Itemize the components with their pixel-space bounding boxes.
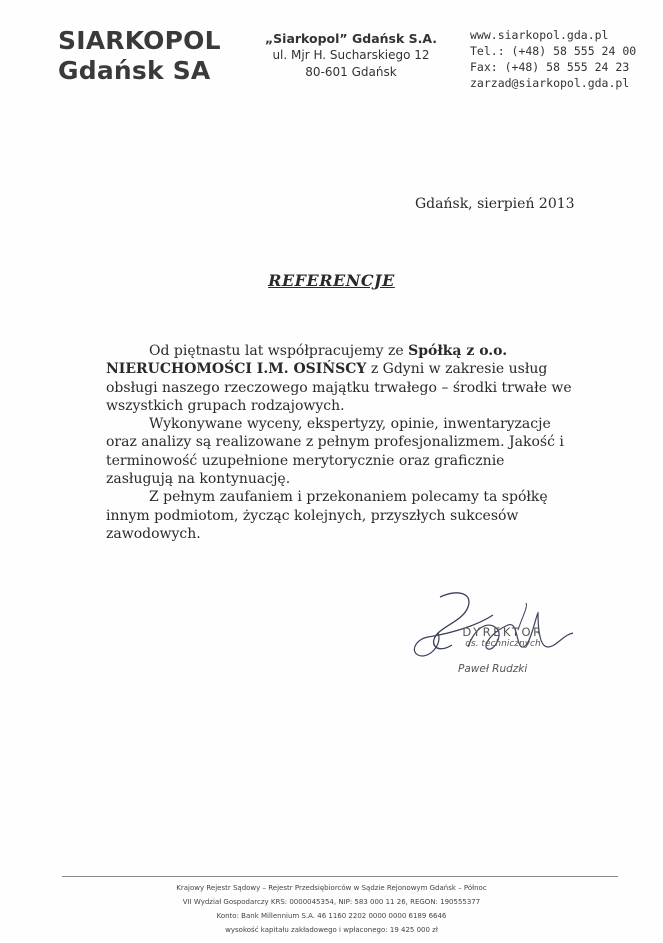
footer-line-2: VII Wydział Gospodarczy KRS: 0000045354, NIP: 583 000 11 26, REGON: 190555377 — [182, 898, 481, 906]
signature-role: DYREKTOR — [462, 625, 544, 639]
letter-title: REFERENCJE — [268, 271, 395, 290]
logo-line-1: SIARKOPOL — [58, 26, 221, 55]
paragraph-3: Z pełnym zaufaniem i przekonaniem polecamy ta spółkę innym podmiotom, życząc kolejnych, przyszłych sukcesów zawodowych. — [106, 489, 548, 542]
footer-line-3: Konto: Bank Millennium S.A. 46 1160 2202 0000 0000 6189 6646 — [216, 912, 447, 920]
paragraph-1-bold: Spółką z o.o. NIERUCHOMOŚCI I.M. OSIŃSCY — [106, 343, 508, 378]
street-address: ul. Mjr H. Sucharskiego 12 — [272, 48, 430, 62]
contact-block — [470, 27, 636, 91]
fax: Fax: (+48) 58 555 24 23 — [470, 60, 630, 74]
footer — [0, 881, 663, 937]
city-address: 80-601 Gdańsk — [305, 65, 397, 79]
email: zarzad@siarkopol.gda.pl — [470, 76, 630, 90]
logo-line-2: Gdańsk SA — [58, 56, 211, 85]
signature-stamp — [448, 625, 558, 650]
paragraph-1-text-a: Od piętnastu lat współpracujemy ze — [149, 343, 409, 359]
signature-name: Paweł Rudzki — [458, 663, 528, 675]
paragraph-1-text-b: z Gdyni w zakresie usług obsługi naszego rzeczowego majątku trwałego – środki trwałe we wszystkich grupach rodzajowych. — [106, 361, 572, 414]
footer-divider — [62, 876, 618, 877]
company-address — [258, 30, 444, 81]
signature-subrole: ds. technicznych — [465, 639, 541, 649]
paragraph-2: Wykonywane wyceny, ekspertyzy, opinie, inwentaryzacje oraz analizy są realizowane z pełnym profesjonalizmem. Jakość i terminowość uzupełnione merytorycznie oraz graficznie zasługują na kontynuację. — [106, 416, 564, 488]
phone: Tel.: (+48) 58 555 24 00 — [470, 44, 637, 58]
footer-line-1: Krajowy Rejestr Sądowy – Rejestr Przedsiębiorców w Sądzie Rejonowym Gdańsk – Północ — [176, 884, 487, 892]
website: www.siarkopol.gda.pl — [470, 28, 609, 42]
letter-body — [106, 342, 572, 543]
company-name: „Siarkopol” Gdańsk S.A. — [264, 31, 438, 46]
paragraph-1 — [106, 342, 572, 415]
company-logo — [58, 26, 221, 86]
footer-line-4: wysokość kapitału zakładowego i wpłaconego: 19 425 000 zł — [225, 926, 438, 934]
letter-date: Gdańsk, sierpień 2013 — [415, 196, 575, 212]
